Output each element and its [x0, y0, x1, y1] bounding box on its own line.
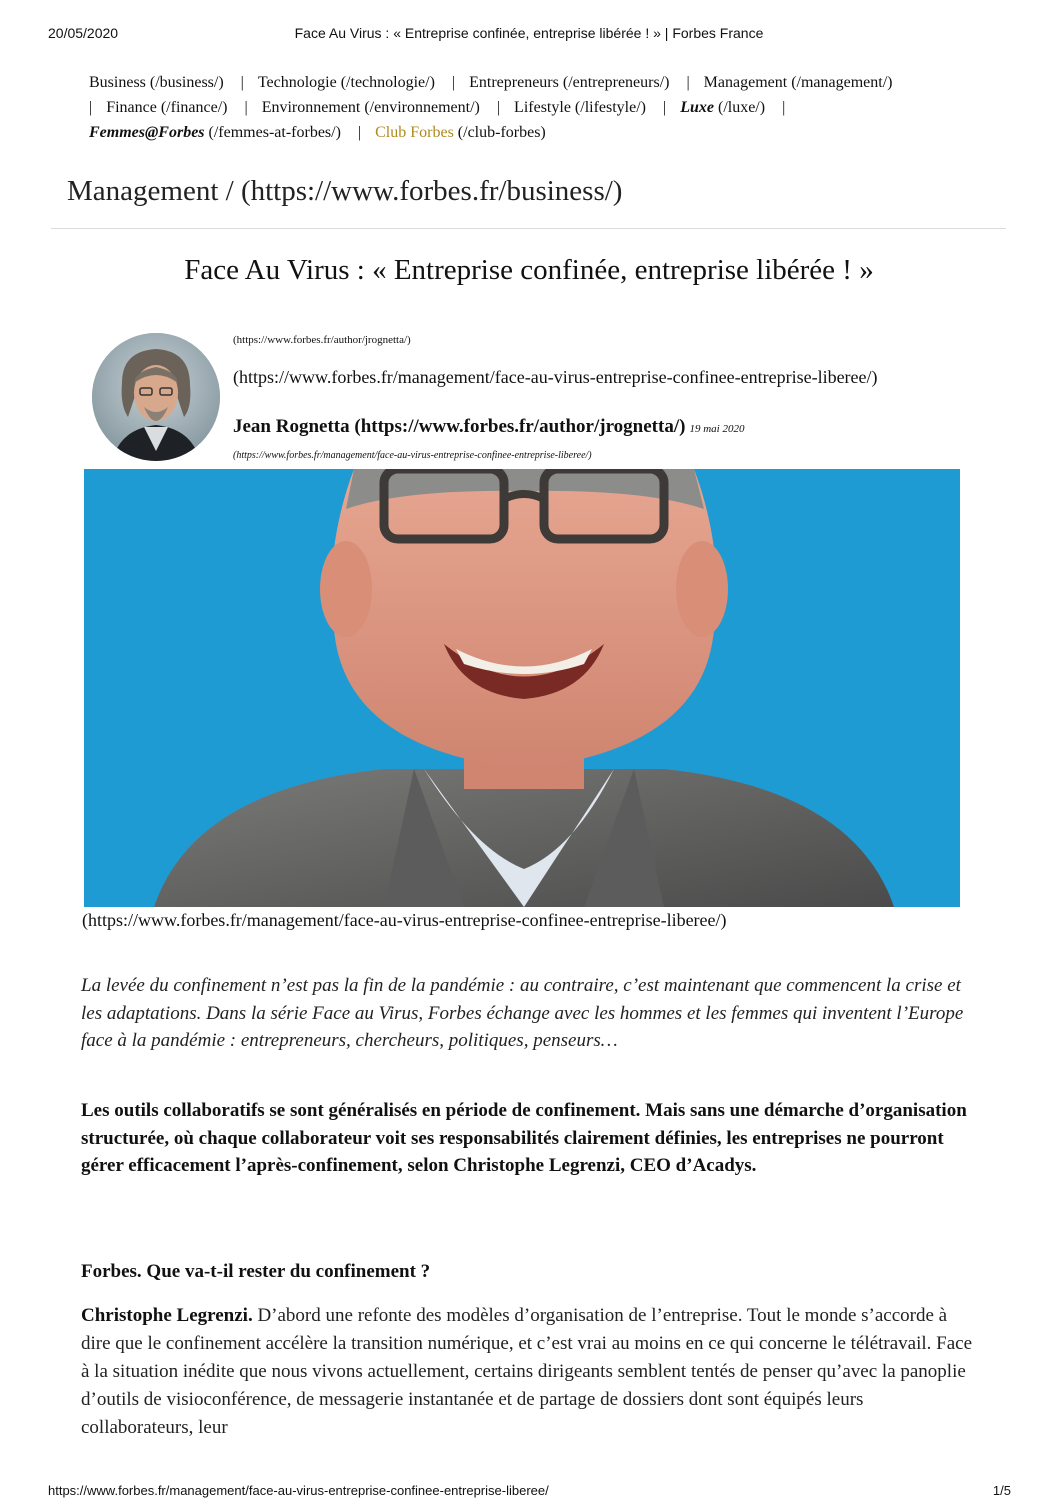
article-lead: La levée du confinement n’est pas la fin de la pandémie : au contraire, c’est maintenant que commencent la crise et les adaptations. Dans la série Face au Virus, Forbes échange avec les hommes et les femmes qui inventent l’Europe face à la pandémie : entrepreneurs, chercheurs, politiques, penseurs…: [81, 975, 964, 1051]
nav-business-link[interactable]: Business (/business/): [89, 74, 224, 91]
author-name-link[interactable]: Jean Rognetta (https://www.forbes.fr/author/jrognetta/): [233, 416, 686, 437]
hero-image-link[interactable]: (https://www.forbes.fr/management/face-au-virus-entreprise-confinee-entreprise-liberee/): [82, 910, 727, 930]
nav-club-path: (/club-forbes): [457, 124, 546, 141]
print-date: 20/05/2020: [48, 25, 119, 41]
section-breadcrumb[interactable]: Management / (https://www.forbes.fr/business/): [67, 175, 623, 207]
nav-luxe-label: Luxe: [680, 99, 714, 116]
nav-separator: |: [451, 74, 456, 91]
nav-separator: |: [240, 74, 244, 91]
nav-club-link[interactable]: [375, 124, 546, 141]
nav-femmes-path: (/femmes-at-forbes/): [208, 124, 341, 141]
nav-separator: |: [663, 99, 667, 116]
interview-answer: [81, 1302, 974, 1438]
nav-management-link[interactable]: Management (/management/): [703, 74, 893, 91]
nav-separator: |: [244, 99, 248, 116]
author-profile-link[interactable]: (https://www.forbes.fr/author/jrognetta/): [233, 334, 411, 346]
nav-separator: |: [686, 74, 690, 91]
author-avatar[interactable]: [92, 333, 220, 461]
article-standfirst: Les outils collaboratifs se sont généralisés en période de confinement. Mais sans une démarche d’organisation structurée, où chaque collaborateur voit ses responsabilités clairement définies, les entreprises ne pourront gérer efficacement l’après-confinement, selon Christophe Legrenzi, CEO d’Acadys.: [81, 1100, 967, 1176]
nav-entrepreneurs-link[interactable]: Entrepreneurs (/entrepreneurs/): [469, 74, 670, 91]
publish-date: 19 mai 2020: [689, 423, 745, 435]
nav-femmes-link[interactable]: [89, 124, 341, 141]
nav-environnement-link[interactable]: Environnement (/environnement/): [261, 99, 480, 116]
nav-line-1: [89, 70, 1019, 95]
article-permalink[interactable]: (https://www.forbes.fr/management/face-au-virus-entreprise-confinee-entreprise-liberee/): [233, 367, 878, 387]
nav-finance-link[interactable]: Finance (/finance/): [106, 99, 228, 116]
nav-club-label: Club Forbes: [375, 124, 454, 141]
print-title: Face Au Virus : « Entreprise confinée, entreprise libérée ! » | Forbes France: [294, 25, 764, 41]
nav-luxe-path: (/luxe/): [717, 99, 766, 116]
nav-separator: |: [89, 99, 93, 116]
nav-luxe-link[interactable]: [680, 99, 765, 116]
interview-question: Forbes. Que va-t-il rester du confinement ?: [81, 1261, 431, 1282]
nav-line-2: [89, 95, 1019, 120]
nav-femmes-label: Femmes@Forbes: [89, 124, 205, 141]
article-permalink-small[interactable]: (https://www.forbes.fr/management/face-au-virus-entreprise-confinee-entreprise-liberee/): [233, 450, 592, 461]
author-byline: [233, 416, 744, 438]
print-page-number: 1/5: [992, 1483, 1011, 1498]
nav-separator: |: [357, 124, 362, 141]
print-footer-url: https://www.forbes.fr/management/face-au-virus-entreprise-confinee-entreprise-liberee/: [48, 1483, 549, 1498]
main-nav: [89, 70, 1019, 145]
answer-speaker: Christophe Legrenzi.: [81, 1305, 253, 1326]
nav-line-3: [89, 120, 1019, 145]
nav-technologie-link[interactable]: Technologie (/technologie/): [257, 74, 435, 91]
nav-separator: |: [496, 99, 501, 116]
nav-separator: |: [782, 99, 786, 116]
answer-text: D’abord une refonte des modèles d’organisation de l’entreprise. Tout le monde s’accorde à dire que le confinement accélère la transition numérique, et c’est vrai au moins en ce qui concerne le télétravail. Face à la situation inédite que nous vivons actuellement, certains dirigeants semblent tentés de penser qu’avec la panoplie d’outils de visioconférence, de messagerie instantanée et de partage de dossiers dont sont équipés leurs collaborateurs, leur: [81, 1305, 973, 1438]
author-portrait-illustration: [92, 333, 220, 461]
section-divider: [51, 228, 1006, 229]
hero-image[interactable]: [84, 469, 960, 907]
hero-portrait-illustration: [84, 469, 960, 907]
nav-lifestyle-link[interactable]: Lifestyle (/lifestyle/): [514, 99, 646, 116]
article-headline: Face Au Virus : « Entreprise confinée, entreprise libérée ! »: [184, 254, 874, 286]
